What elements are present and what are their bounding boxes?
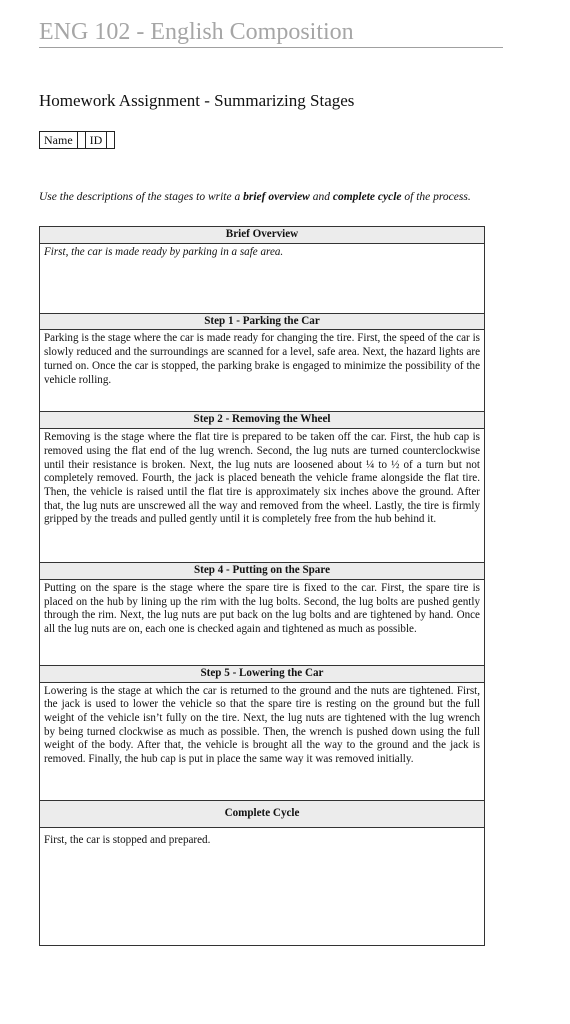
instructions <box>39 191 489 203</box>
overview-text[interactable]: First, the car is made ready by parking in a safe area. <box>40 243 485 313</box>
name-label: Name <box>40 132 78 149</box>
step1-heading: Step 1 - Parking the Car <box>40 313 485 330</box>
step5-heading: Step 5 - Lowering the Car <box>40 665 485 682</box>
step4-heading: Step 4 - Putting on the Spare <box>40 563 485 580</box>
instructions-part3: of the process. <box>401 191 471 203</box>
step5-text: Lowering is the stage at which the car is returned to the ground and the nuts are tightened. First, the jack is used to lower the vehicle so that the spare tire is resting on the ground but the full weight of the vehicle isn’t fully on the tire. Next, the lug nuts are tightened with the lug wrench by being turned clockwise as much as possible. Then, the wrench is pushed down using the full weight of the body. After that, the vehicle is brought all the way to the ground and the jack is removed. Finally, the hub cap is put in place the same way it was removed initially. <box>40 682 485 800</box>
instructions-bold2: complete cycle <box>332 191 402 203</box>
step4-text: Putting on the spare is the stage where the spare tire is fixed to the car. First, the spare tire is placed on the hub by lining up the rim with the lug bolts. Second, the lug bolts are pushed gently through the rim. Next, the lug nuts are put back on the lug bolts and are tightened by hand. Once all the lug nuts are on, each one is checked again and tightened as much as possible. <box>40 579 485 665</box>
course-title: ENG 102 - English Composition <box>39 18 503 48</box>
cycle-text[interactable]: First, the car is stopped and prepared. <box>40 827 485 945</box>
name-id-table <box>39 131 115 149</box>
id-label: ID <box>85 132 107 149</box>
stages-table <box>39 226 485 946</box>
instructions-part1: Use the descriptions of the stages to write a <box>39 191 244 203</box>
instructions-part2: and <box>309 191 333 203</box>
cycle-heading: Complete Cycle <box>40 800 485 827</box>
name-field[interactable] <box>77 132 85 149</box>
assignment-title: Homework Assignment - Summarizing Stages <box>39 91 355 110</box>
step2-text: Removing is the stage where the flat tire is prepared to be taken off the car. First, the hub cap is removed using the flat end of the lug wrench. Second, the lug nuts are turned counterclockwise until their resistance is broken. Next, the lug nuts are loosened about ¼ to ½ of a turn but not completely removed. Fourth, the jack is placed beneath the vehicle frame alongside the flat tire. Then, the vehicle is raised until the flat tire is approximately six inches above the ground. After that, the lug nuts are unscrewed all the way and removed from the wheel. Lastly, the tire is firmly gripped by the treads and pulled gently until it is completely free from the hub behind it. <box>40 429 485 563</box>
overview-heading: Brief Overview <box>40 227 485 244</box>
step1-text: Parking is the stage where the car is made ready for changing the tire. First, the speed of the car is slowly reduced and the surroundings are scanned for a level, safe area. Next, the hazard lights are turned on. Once the car is stopped, the parking brake is engaged to minimize the possibility of the vehicle rolling. <box>40 330 485 412</box>
instructions-bold1: brief overview <box>243 191 310 203</box>
step2-heading: Step 2 - Removing the Wheel <box>40 412 485 429</box>
id-field[interactable] <box>107 132 115 149</box>
